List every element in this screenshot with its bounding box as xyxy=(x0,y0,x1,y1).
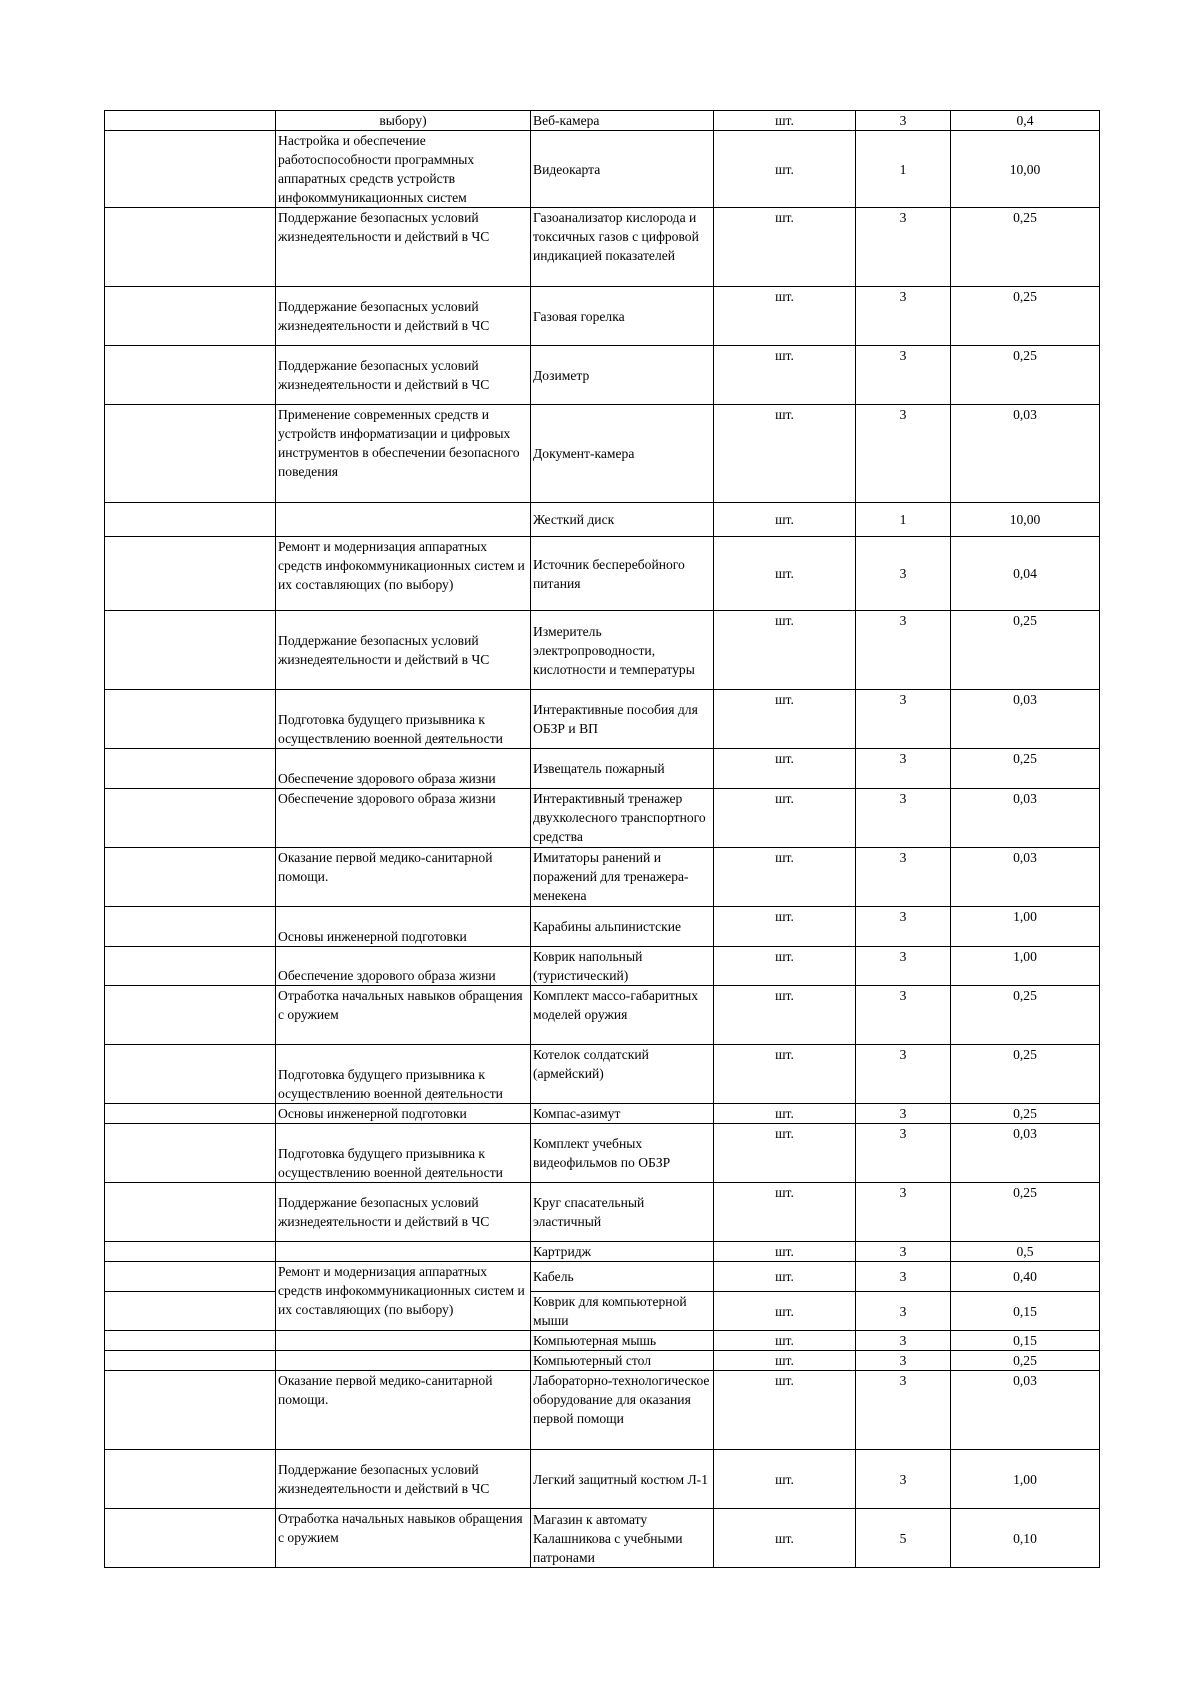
item-name-cell: Кабель xyxy=(531,1262,714,1292)
row-number-cell xyxy=(105,131,276,208)
quantity-cell: 1 xyxy=(856,131,951,208)
item-name-cell: Документ-камера xyxy=(531,405,714,503)
norm-cell: 0,40 xyxy=(951,1262,1100,1292)
quantity-cell: 3 xyxy=(856,848,951,907)
row-number-cell xyxy=(105,986,276,1045)
norm-cell: 0,03 xyxy=(951,405,1100,503)
row-number-cell xyxy=(105,848,276,907)
section-cell: Оказание первой медико-санитарной помощи. xyxy=(276,1371,531,1450)
unit-cell: шт. xyxy=(714,1292,856,1331)
unit-cell: шт. xyxy=(714,947,856,986)
row-number-cell xyxy=(105,907,276,947)
norm-cell: 1,00 xyxy=(951,1450,1100,1509)
unit-cell: шт. xyxy=(714,749,856,789)
table-row xyxy=(105,537,1100,611)
item-name-cell: Веб-камера xyxy=(531,111,714,131)
quantity-cell: 3 xyxy=(856,1104,951,1124)
section-cell: Обеспечение здорового образа жизни xyxy=(276,749,531,789)
table-row xyxy=(105,208,1100,287)
row-number-cell xyxy=(105,1262,276,1292)
table-row xyxy=(105,405,1100,503)
item-name-cell: Коврик напольный (туристический) xyxy=(531,947,714,986)
quantity-cell: 3 xyxy=(856,1331,951,1351)
unit-cell: шт. xyxy=(714,1183,856,1242)
quantity-cell: 3 xyxy=(856,789,951,848)
norm-cell: 10,00 xyxy=(951,131,1100,208)
norm-cell: 0,03 xyxy=(951,848,1100,907)
table-row xyxy=(105,1509,1100,1568)
table-row xyxy=(105,789,1100,848)
row-number-cell xyxy=(105,287,276,346)
section-cell: Подготовка будущего призывника к осуществлению военной деятельности xyxy=(276,1124,531,1183)
section-cell: Поддержание безопасных условий жизнедеятельности и действий в ЧС xyxy=(276,611,531,690)
norm-cell: 1,00 xyxy=(951,947,1100,986)
quantity-cell: 3 xyxy=(856,1124,951,1183)
norm-cell: 0,03 xyxy=(951,690,1100,749)
quantity-cell: 3 xyxy=(856,1242,951,1262)
unit-cell: шт. xyxy=(714,986,856,1045)
row-number-cell xyxy=(105,1124,276,1183)
table-row xyxy=(105,346,1100,405)
unit-cell: шт. xyxy=(714,789,856,848)
table-row xyxy=(105,1331,1100,1351)
section-cell: Применение современных средств и устройств информатизации и цифровых инструментов в обеспечении безопасного поведения xyxy=(276,405,531,503)
item-name-cell: Жесткий диск xyxy=(531,503,714,537)
table-row xyxy=(105,111,1100,131)
item-name-cell: Газоанализатор кислорода и токсичных газов с цифровой индикацией показателей xyxy=(531,208,714,287)
row-number-cell xyxy=(105,749,276,789)
item-name-cell: Видеокарта xyxy=(531,131,714,208)
section-cell: Ремонт и модернизация аппаратных средств инфокоммуникационных систем и их составляющих (по выбору) xyxy=(276,537,531,611)
quantity-cell: 3 xyxy=(856,208,951,287)
norm-cell: 0,25 xyxy=(951,749,1100,789)
row-number-cell xyxy=(105,1292,276,1331)
item-name-cell: Компьютерная мышь xyxy=(531,1331,714,1351)
quantity-cell: 3 xyxy=(856,537,951,611)
row-number-cell xyxy=(105,611,276,690)
unit-cell: шт. xyxy=(714,208,856,287)
quantity-cell: 3 xyxy=(856,1262,951,1292)
section-cell: Ремонт и модернизация аппаратных средств инфокоммуникационных систем и их составляющих (по выбору) xyxy=(276,1262,531,1331)
unit-cell: шт. xyxy=(714,1351,856,1371)
section-cell: Настройка и обеспечение работоспособности программных аппаратных средств устройств инфокоммуникационных систем xyxy=(276,131,531,208)
item-name-cell: Карабины альпинистские xyxy=(531,907,714,947)
section-cell: Поддержание безопасных условий жизнедеятельности и действий в ЧС xyxy=(276,1183,531,1242)
section-cell: Обеспечение здорового образа жизни xyxy=(276,947,531,986)
quantity-cell: 5 xyxy=(856,1509,951,1568)
norm-cell: 0,25 xyxy=(951,1104,1100,1124)
unit-cell: шт. xyxy=(714,1509,856,1568)
unit-cell: шт. xyxy=(714,346,856,405)
equipment-table xyxy=(104,110,1100,1568)
item-name-cell: Интерактивные пособия для ОБЗР и ВП xyxy=(531,690,714,749)
unit-cell: шт. xyxy=(714,1262,856,1292)
item-name-cell: Имитаторы ранений и поражений для тренажера-менекена xyxy=(531,848,714,907)
row-number-cell xyxy=(105,1104,276,1124)
section-cell: Подготовка будущего призывника к осуществлению военной деятельности xyxy=(276,690,531,749)
item-name-cell: Лабораторно-технологическое оборудование для оказания первой помощи xyxy=(531,1371,714,1450)
table-row xyxy=(105,1292,1100,1331)
table-row xyxy=(105,503,1100,537)
section-cell: Поддержание безопасных условий жизнедеятельности и действий в ЧС xyxy=(276,1450,531,1509)
item-name-cell: Газовая горелка xyxy=(531,287,714,346)
section-cell: Основы инженерной подготовки xyxy=(276,907,531,947)
norm-cell: 0,4 xyxy=(951,111,1100,131)
table-row xyxy=(105,848,1100,907)
norm-cell: 0,03 xyxy=(951,1124,1100,1183)
item-name-cell: Интерактивный тренажер двухколесного транспортного средства xyxy=(531,789,714,848)
norm-cell: 0,5 xyxy=(951,1242,1100,1262)
section-cell xyxy=(276,1331,531,1351)
section-cell xyxy=(276,503,531,537)
norm-cell: 0,25 xyxy=(951,1045,1100,1104)
row-number-cell xyxy=(105,537,276,611)
item-name-cell: Магазин к автомату Калашникова с учебными патронами xyxy=(531,1509,714,1568)
item-name-cell: Компас-азимут xyxy=(531,1104,714,1124)
quantity-cell: 1 xyxy=(856,503,951,537)
norm-cell: 0,25 xyxy=(951,611,1100,690)
table-row xyxy=(105,1450,1100,1509)
norm-cell: 0,04 xyxy=(951,537,1100,611)
unit-cell: шт. xyxy=(714,131,856,208)
row-number-cell xyxy=(105,1351,276,1371)
quantity-cell: 3 xyxy=(856,1371,951,1450)
section-cell: Подготовка будущего призывника к осуществлению военной деятельности xyxy=(276,1045,531,1104)
section-cell: выбору) xyxy=(276,111,531,131)
section-cell xyxy=(276,1242,531,1262)
item-name-cell: Котелок солдатский (армейский) xyxy=(531,1045,714,1104)
quantity-cell: 3 xyxy=(856,907,951,947)
unit-cell: шт. xyxy=(714,907,856,947)
norm-cell: 0,25 xyxy=(951,208,1100,287)
table-row xyxy=(105,749,1100,789)
quantity-cell: 3 xyxy=(856,986,951,1045)
row-number-cell xyxy=(105,690,276,749)
unit-cell: шт. xyxy=(714,848,856,907)
item-name-cell: Комплект учебных видеофильмов по ОБЗР xyxy=(531,1124,714,1183)
section-cell: Поддержание безопасных условий жизнедеятельности и действий в ЧС xyxy=(276,346,531,405)
row-number-cell xyxy=(105,1242,276,1262)
unit-cell: шт. xyxy=(714,690,856,749)
unit-cell: шт. xyxy=(714,1450,856,1509)
unit-cell: шт. xyxy=(714,1045,856,1104)
item-name-cell: Картридж xyxy=(531,1242,714,1262)
row-number-cell xyxy=(105,405,276,503)
norm-cell: 0,25 xyxy=(951,986,1100,1045)
table-row xyxy=(105,1104,1100,1124)
section-cell xyxy=(276,1351,531,1371)
table-row xyxy=(105,1124,1100,1183)
table-row xyxy=(105,131,1100,208)
section-cell: Основы инженерной подготовки xyxy=(276,1104,531,1124)
unit-cell: шт. xyxy=(714,1124,856,1183)
norm-cell: 0,03 xyxy=(951,1371,1100,1450)
row-number-cell xyxy=(105,947,276,986)
norm-cell: 0,03 xyxy=(951,789,1100,848)
unit-cell: шт. xyxy=(714,1104,856,1124)
quantity-cell: 3 xyxy=(856,749,951,789)
quantity-cell: 3 xyxy=(856,1450,951,1509)
norm-cell: 0,15 xyxy=(951,1331,1100,1351)
section-cell: Отработка начальных навыков обращения с оружием xyxy=(276,1509,531,1568)
row-number-cell xyxy=(105,346,276,405)
table-row xyxy=(105,690,1100,749)
table-row xyxy=(105,287,1100,346)
quantity-cell: 3 xyxy=(856,1292,951,1331)
table-row xyxy=(105,1045,1100,1104)
unit-cell: шт. xyxy=(714,611,856,690)
table-row xyxy=(105,1371,1100,1450)
unit-cell: шт. xyxy=(714,111,856,131)
norm-cell: 0,25 xyxy=(951,287,1100,346)
quantity-cell: 3 xyxy=(856,690,951,749)
table-row xyxy=(105,986,1100,1045)
unit-cell: шт. xyxy=(714,405,856,503)
row-number-cell xyxy=(105,1450,276,1509)
quantity-cell: 3 xyxy=(856,611,951,690)
row-number-cell xyxy=(105,208,276,287)
quantity-cell: 3 xyxy=(856,405,951,503)
table-row xyxy=(105,611,1100,690)
unit-cell: шт. xyxy=(714,1242,856,1262)
row-number-cell xyxy=(105,789,276,848)
quantity-cell: 3 xyxy=(856,287,951,346)
item-name-cell: Круг спасательный эластичный xyxy=(531,1183,714,1242)
row-number-cell xyxy=(105,503,276,537)
unit-cell: шт. xyxy=(714,287,856,346)
norm-cell: 1,00 xyxy=(951,907,1100,947)
norm-cell: 0,25 xyxy=(951,346,1100,405)
unit-cell: шт. xyxy=(714,537,856,611)
norm-cell: 0,10 xyxy=(951,1509,1100,1568)
item-name-cell: Источник бесперебойного питания xyxy=(531,537,714,611)
table-row xyxy=(105,1242,1100,1262)
table-row xyxy=(105,907,1100,947)
row-number-cell xyxy=(105,1371,276,1450)
section-cell: Обеспечение здорового образа жизни xyxy=(276,789,531,848)
row-number-cell xyxy=(105,1183,276,1242)
row-number-cell xyxy=(105,1045,276,1104)
item-name-cell: Дозиметр xyxy=(531,346,714,405)
unit-cell: шт. xyxy=(714,1371,856,1450)
table-row xyxy=(105,1351,1100,1371)
quantity-cell: 3 xyxy=(856,947,951,986)
quantity-cell: 3 xyxy=(856,1351,951,1371)
quantity-cell: 3 xyxy=(856,1045,951,1104)
norm-cell: 0,25 xyxy=(951,1351,1100,1371)
row-number-cell xyxy=(105,1509,276,1568)
section-cell: Отработка начальных навыков обращения с оружием xyxy=(276,986,531,1045)
item-name-cell: Измеритель электропроводности, кислотности и температуры xyxy=(531,611,714,690)
item-name-cell: Компьютерный стол xyxy=(531,1351,714,1371)
quantity-cell: 3 xyxy=(856,346,951,405)
row-number-cell xyxy=(105,1331,276,1351)
section-cell: Оказание первой медико-санитарной помощи. xyxy=(276,848,531,907)
row-number-cell xyxy=(105,111,276,131)
item-name-cell: Извещатель пожарный xyxy=(531,749,714,789)
norm-cell: 10,00 xyxy=(951,503,1100,537)
item-name-cell: Коврик для компьютерной мыши xyxy=(531,1292,714,1331)
unit-cell: шт. xyxy=(714,1331,856,1351)
table-row xyxy=(105,1183,1100,1242)
section-cell: Поддержание безопасных условий жизнедеятельности и действий в ЧС xyxy=(276,208,531,287)
norm-cell: 0,15 xyxy=(951,1292,1100,1331)
quantity-cell: 3 xyxy=(856,1183,951,1242)
table-row xyxy=(105,947,1100,986)
unit-cell: шт. xyxy=(714,503,856,537)
item-name-cell: Легкий защитный костюм Л-1 xyxy=(531,1450,714,1509)
item-name-cell: Комплект массо-габаритных моделей оружия xyxy=(531,986,714,1045)
equipment-table-body xyxy=(105,111,1100,1568)
section-cell: Поддержание безопасных условий жизнедеятельности и действий в ЧС xyxy=(276,287,531,346)
quantity-cell: 3 xyxy=(856,111,951,131)
table-row xyxy=(105,1262,1100,1292)
norm-cell: 0,25 xyxy=(951,1183,1100,1242)
